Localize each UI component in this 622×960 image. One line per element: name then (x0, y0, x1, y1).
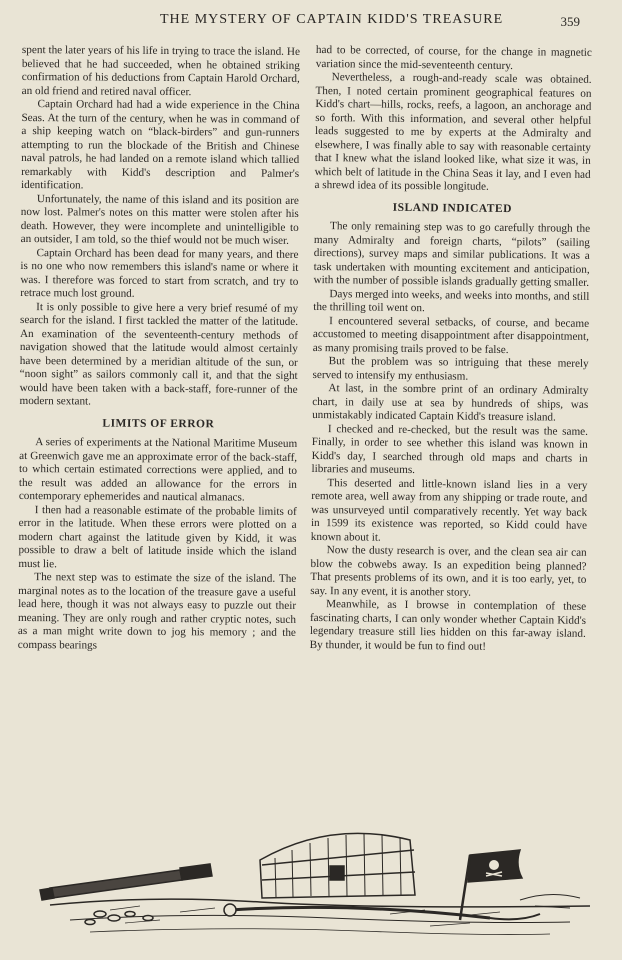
paragraph: Unfortunately, the name of this island and its position are now lost. Palmer's notes on this matter were stolen after his death. However, they were incomplete and unintelligible to an outsider, I am told, so the thief would not be much wiser. (20, 192, 299, 247)
paragraph: I checked and re-checked, but the result was the same. Finally, in order to see whether this island was known in Kidd's day, I searched through old maps and charts in libraries and museums. (311, 422, 589, 477)
paragraph: This deserted and little-known island lies in a very remote area, well away from any shipping or trade route, and was unsurveyed until comparatively recently. Yet way back in 1599 its existence was reported, so Kidd could have known about it. (310, 476, 588, 544)
paragraph: It is only possible to give here a very brief resumé of my search for the island. I first tackled the matter of the latitude. An examination of the seventeenth-century methods of navigation showed that the latitude would almost certainly have been determined by a meridian altitude of the sun, or “noon sight” as sailors commonly call it, and that the sight would have been taken with a back-staff, fore-runner of the modern sextant. (19, 300, 299, 408)
paragraph: The only remaining step was to go carefully through the many Admiralty and foreign charts, “pilots” (sailing directions), survey maps and similar publications. It was a task undertaken with mounting excitement and anticipation, with the number of possible islands gradually getting smaller. (313, 220, 591, 289)
paragraph: Days merged into weeks, and weeks into months, and still the thrilling toil went on. (313, 287, 590, 315)
running-title: THE MYSTERY OF CAPTAIN KIDD'S TREASURE (160, 12, 504, 27)
section-heading: LIMITS OF ERROR (102, 417, 215, 430)
paragraph: But the problem was so intriguing that these merely served to intensify my enthusiasm. (312, 355, 589, 383)
left-column (18, 44, 300, 654)
treasure-chest-spyglass-cutlass-flag-illustration (30, 810, 590, 940)
paragraph: At last, in the sombre print of an ordinary Admiralty chart, in daily use at sea by hundreds of ships, was unmistakably indicated Captain Kidd's treasure island. (312, 382, 589, 424)
paragraph: I then had a reasonable estimate of the probable limits of error in the latitude. When these errors were plotted on a modern chart against the latitude given by Kidd, it was possible to draw a belt of latitude inside which the island must lie. (18, 503, 297, 570)
paragraph: spent the later years of his life in trying to trace the island. He believed that he had succeeded, when he obtained striking confirmation of his deductions from Captain Harold Orchard, an old friend and retired naval officer. (21, 44, 300, 98)
paragraph: A series of experiments at the National Maritime Museum at Greenwich gave me an approximate error of the back-staff, to which certain estimated corrections were applied, and to the result was added an allowance for the errors in contemporary ephemerides and nautical almanacs. (18, 436, 298, 504)
right-column (310, 44, 592, 655)
paragraph: The next step was to estimate the size of the island. The marginal notes as to the location of the treasure gave a useful lead here, though it was not always easy to puzzle out their meaning. They are only rough and rather cryptic notes, such as a man might write down to jog his memory ; and the compass bearings (17, 571, 297, 652)
paragraph: Now the dusty research is over, and the clean sea air can blow the cobwebs away. Is an expedition being planned? That presents problems of its own, and it is too early, yet, to say. In any event, it is another story. (310, 544, 587, 599)
paragraph: I encountered several setbacks, of course, and became accustomed to meeting disappointment after disappointment, as many promising trails proved to be false. (312, 314, 590, 356)
paragraph: had to be corrected, of course, for the change in magnetic variation since the mid-seventeenth century. (315, 44, 592, 72)
running-header (160, 12, 600, 28)
section-heading: ISLAND INDICATED (392, 201, 512, 215)
paragraph: Captain Orchard had had a wide experience in the China Seas. At the turn of the century, when he was in command of a ship keeping watch on “black-birders” and gun-runners attempting to run the blockade of the British and Chinese naval patrols, he had landed on a remote island which tallied remarkably with Kidd's description and Palmer's identification. (20, 98, 300, 192)
paragraph: Meanwhile, as I browse in contemplation of these fascinating charts, I can only wonder whether Captain Kidd's legendary treasure still lies hidden on this far-away island. By thunder, it would be fun to find out! (309, 598, 587, 653)
paragraph: Captain Orchard has been dead for many years, and there is no one who now remembers this island's name or where it was. I therefore was forced to start from scratch, and try to retrace much lost ground. (20, 246, 299, 300)
page-number: 359 (560, 14, 580, 29)
paragraph: Nevertheless, a rough-and-ready scale was obtained. Then, I noted certain prominent geographical features on Kidd's chart—hills, rocks, reefs, a lagoon, an anchorage and so forth. With this information, and several other helpful leads suggested to me by experts at the Admiralty and elsewhere, I was finally able to say with reasonable certainty that I knew what the island looked like, what size it was, in which belt of latitude in the China Seas it lay, and I even had a shrewd idea of its possible longitude. (314, 71, 592, 193)
